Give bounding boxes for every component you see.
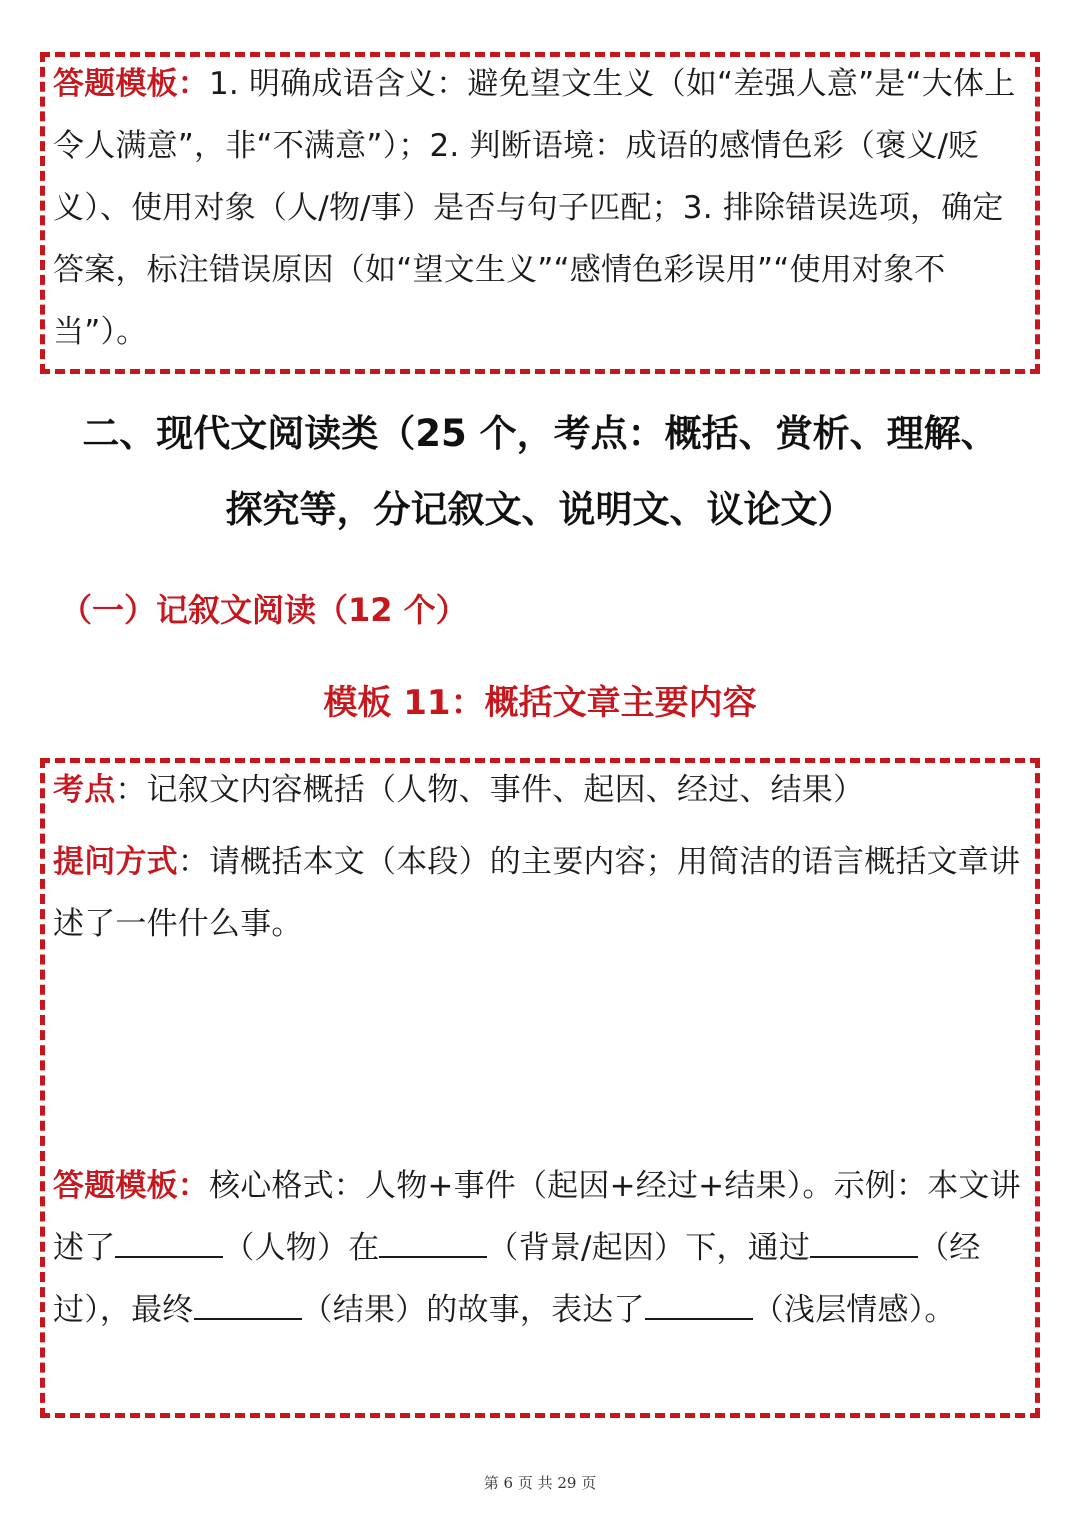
fill-blank-2 (379, 1230, 487, 1258)
muban-text-3: （背景/起因）下，通过 (487, 1230, 811, 1266)
kaodian-label: 考点 (53, 772, 116, 808)
answer-template-paragraph (53, 53, 1027, 363)
answer-template-label: 答题模板： (53, 66, 209, 102)
kaodian-paragraph (53, 759, 1027, 821)
fill-blank-1 (115, 1230, 223, 1258)
muban-paragraph (53, 1155, 1027, 1341)
tiwen-label: 提问方式 (53, 844, 178, 880)
footer-page-number: 6 (503, 1474, 514, 1492)
answer-template-text: 1. 明确成语含义：避免望文生义（如“差强人意”是“大体上令人满意”，非“不满意”）；2. 判断语境：成语的感情色彩（褒义/贬义）、使用对象（人/物/事）是否与句子匹配；3. 排除错误选项，确定答案，标注错误原因（如“望文生义”“感情色彩误用”“使用对象不当”）。 (53, 66, 1016, 350)
page-footer (0, 1472, 1080, 1493)
footer-prefix: 第 (483, 1474, 499, 1492)
subsection-title: （一）记叙文阅读（12 个） (60, 591, 468, 629)
section-title-line-2: 探究等，分记叙文、说明文、议论文） (225, 488, 855, 531)
muban-text-5: （结果）的故事，表达了 (301, 1292, 645, 1328)
muban-text-1: 核心格式：人物+事件（起因+经过+结果）。示例：本文讲述了 (53, 1168, 1021, 1266)
section-title-line-1: 二、现代文阅读类（25 个，考点：概括、赏析、理解、 (82, 412, 998, 455)
muban-text-4: （经过），最终 (53, 1230, 981, 1328)
fill-blank-5 (645, 1292, 753, 1320)
template-11-box (40, 758, 1040, 1418)
muban-text-2: （人物）在 (223, 1230, 380, 1266)
fill-blank-4 (194, 1292, 302, 1320)
footer-middle: 页 共 (517, 1474, 553, 1492)
template-title: 模板 11：概括文章主要内容 (323, 683, 757, 723)
answer-template-box-idiom (40, 52, 1040, 374)
tiwen-paragraph (53, 831, 1027, 955)
fill-blank-3 (810, 1230, 918, 1258)
muban-text-6: （浅层情感）。 (752, 1292, 956, 1328)
kaodian-text: ：记叙文内容概括（人物、事件、起因、经过、结果） (115, 772, 865, 808)
footer-suffix: 页 (581, 1474, 597, 1492)
footer-total-pages: 29 (557, 1474, 577, 1492)
muban-label: 答题模板： (53, 1168, 209, 1204)
tiwen-text: ：请概括本文（本段）的主要内容；用简洁的语言概括文章讲述了一件什么事。 (53, 844, 1021, 942)
